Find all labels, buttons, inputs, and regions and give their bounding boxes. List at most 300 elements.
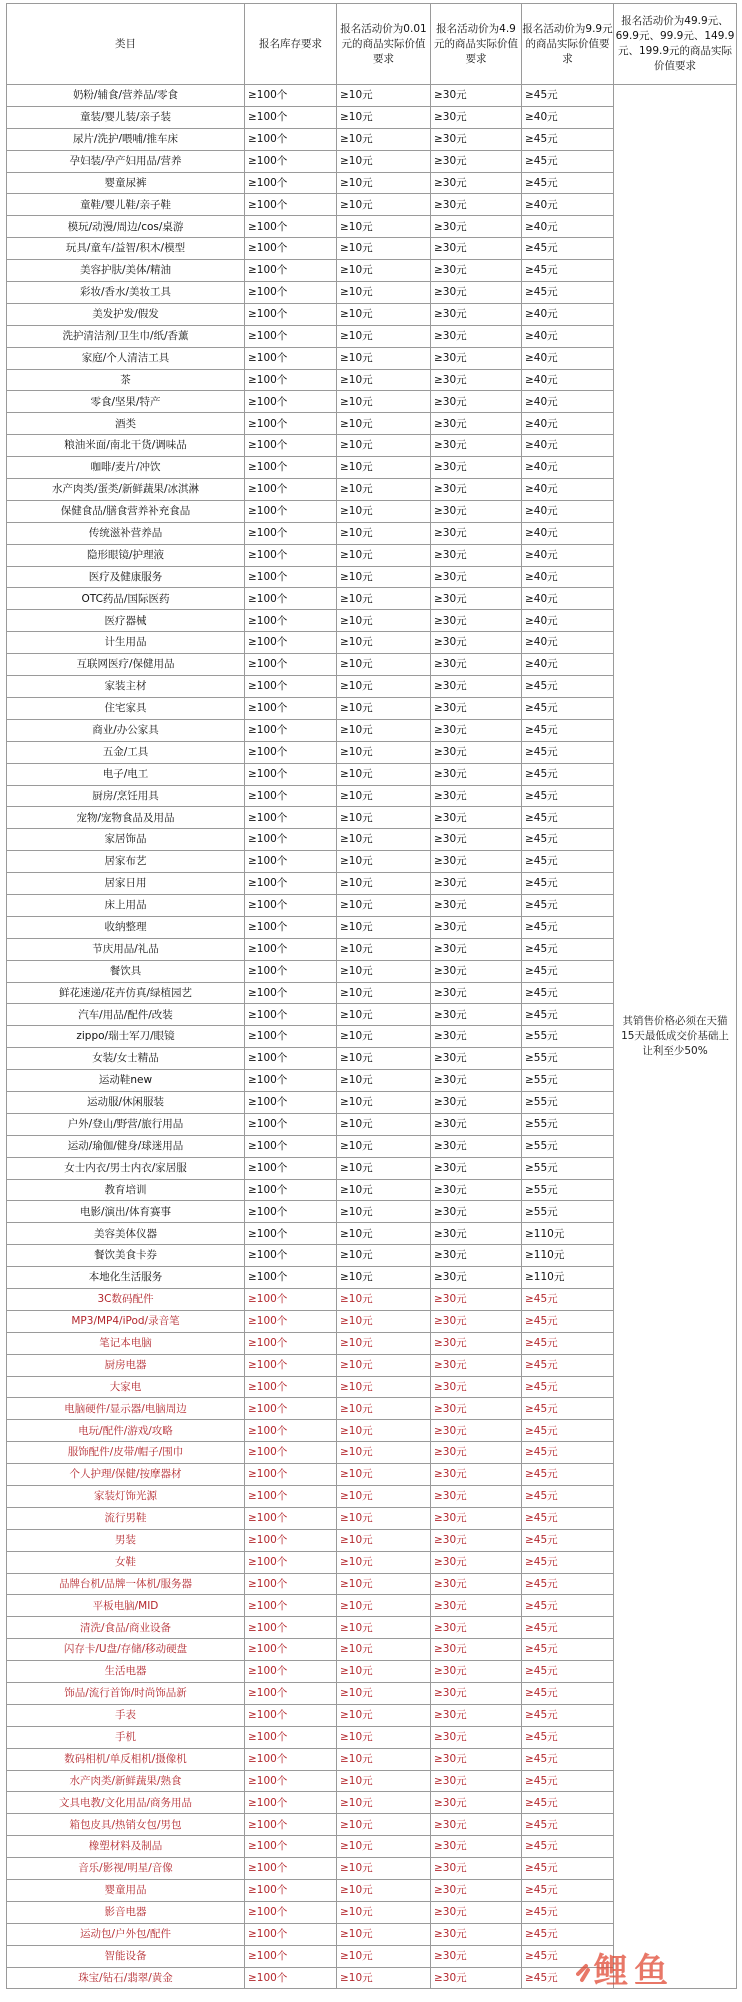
price-001-cell: ≥10元	[337, 391, 431, 413]
price-49-cell: ≥30元	[431, 369, 522, 391]
price-49-cell: ≥30元	[431, 1135, 522, 1157]
price-99-cell: ≥45元	[522, 1595, 614, 1617]
stock-cell: ≥100个	[245, 1748, 337, 1770]
category-cell: 婴童用品	[7, 1880, 245, 1902]
price-001-cell: ≥10元	[337, 303, 431, 325]
price-99-cell: ≥45元	[522, 1332, 614, 1354]
stock-cell: ≥100个	[245, 1354, 337, 1376]
stock-cell: ≥100个	[245, 238, 337, 260]
price-001-cell: ≥10元	[337, 676, 431, 698]
stock-cell: ≥100个	[245, 1091, 337, 1113]
price-001-cell: ≥10元	[337, 1157, 431, 1179]
category-cell: 床上用品	[7, 894, 245, 916]
stock-cell: ≥100个	[245, 1135, 337, 1157]
price-001-cell: ≥10元	[337, 1901, 431, 1923]
price-99-cell: ≥45元	[522, 1836, 614, 1858]
stock-cell: ≥100个	[245, 1310, 337, 1332]
stock-cell: ≥100个	[245, 1245, 337, 1267]
price-49-cell: ≥30元	[431, 894, 522, 916]
stock-cell: ≥100个	[245, 435, 337, 457]
stock-cell: ≥100个	[245, 1551, 337, 1573]
stock-cell: ≥100个	[245, 1967, 337, 1989]
category-cell: 家装灯饰光源	[7, 1486, 245, 1508]
stock-cell: ≥100个	[245, 1004, 337, 1026]
stock-cell: ≥100个	[245, 391, 337, 413]
stock-cell: ≥100个	[245, 1026, 337, 1048]
category-cell: 电脑硬件/显示器/电脑周边	[7, 1398, 245, 1420]
price-49-cell: ≥30元	[431, 391, 522, 413]
price-99-cell: ≥45元	[522, 1923, 614, 1945]
price-49-cell: ≥30元	[431, 588, 522, 610]
category-cell: 孕妇装/孕产妇用品/营养	[7, 150, 245, 172]
price-99-cell: ≥45元	[522, 894, 614, 916]
price-99-cell: ≥40元	[522, 610, 614, 632]
price-49-cell: ≥30元	[431, 1639, 522, 1661]
price-49-cell: ≥30元	[431, 1573, 522, 1595]
price-001-cell: ≥10元	[337, 413, 431, 435]
price-49-cell: ≥30元	[431, 741, 522, 763]
price-001-cell: ≥10元	[337, 369, 431, 391]
category-cell: 电子/电工	[7, 763, 245, 785]
header-price-99: 报名活动价为9.9元的商品实际价值要求	[522, 4, 614, 85]
stock-cell: ≥100个	[245, 1880, 337, 1902]
price-99-cell: ≥40元	[522, 325, 614, 347]
category-cell: 女装/女士精品	[7, 1048, 245, 1070]
category-cell: 大家电	[7, 1376, 245, 1398]
stock-cell: ≥100个	[245, 413, 337, 435]
price-001-cell: ≥10元	[337, 785, 431, 807]
stock-cell: ≥100个	[245, 1836, 337, 1858]
stock-cell: ≥100个	[245, 1507, 337, 1529]
price-99-cell: ≥45元	[522, 1486, 614, 1508]
price-49-cell: ≥30元	[431, 1157, 522, 1179]
price-49-cell: ≥30元	[431, 654, 522, 676]
price-001-cell: ≥10元	[337, 1726, 431, 1748]
price-49-cell: ≥30元	[431, 1223, 522, 1245]
category-cell: OTC药品/国际医药	[7, 588, 245, 610]
price-001-cell: ≥10元	[337, 1814, 431, 1836]
category-cell: 水产肉类/新鲜蔬果/熟食	[7, 1770, 245, 1792]
category-cell: 家居饰品	[7, 829, 245, 851]
stock-cell: ≥100个	[245, 1923, 337, 1945]
price-001-cell: ≥10元	[337, 1967, 431, 1989]
stock-cell: ≥100个	[245, 457, 337, 479]
price-49-cell: ≥30元	[431, 260, 522, 282]
price-49-cell: ≥30元	[431, 1464, 522, 1486]
category-cell: 饰品/流行首饰/时尚饰品新	[7, 1683, 245, 1705]
price-001-cell: ≥10元	[337, 1551, 431, 1573]
category-cell: 婴童尿裤	[7, 172, 245, 194]
stock-cell: ≥100个	[245, 588, 337, 610]
price-49-cell: ≥30元	[431, 1245, 522, 1267]
category-cell: 奶粉/辅食/营养品/零食	[7, 85, 245, 107]
price-99-cell: ≥45元	[522, 1880, 614, 1902]
category-cell: 服饰配件/皮带/帽子/围巾	[7, 1442, 245, 1464]
price-99-cell: ≥110元	[522, 1223, 614, 1245]
stock-cell: ≥100个	[245, 1683, 337, 1705]
price-001-cell: ≥10元	[337, 282, 431, 304]
price-99-cell: ≥55元	[522, 1201, 614, 1223]
price-49-cell: ≥30元	[431, 413, 522, 435]
price-001-cell: ≥10元	[337, 1704, 431, 1726]
price-001-cell: ≥10元	[337, 1004, 431, 1026]
price-001-cell: ≥10元	[337, 1639, 431, 1661]
price-49-cell: ≥30元	[431, 150, 522, 172]
price-001-cell: ≥10元	[337, 1486, 431, 1508]
stock-cell: ≥100个	[245, 1223, 337, 1245]
price-99-cell: ≥45元	[522, 873, 614, 895]
price-001-cell: ≥10元	[337, 960, 431, 982]
category-cell: 节庆用品/礼品	[7, 938, 245, 960]
price-001-cell: ≥10元	[337, 194, 431, 216]
stock-cell: ≥100个	[245, 1617, 337, 1639]
category-cell: 洗护清洁剂/卫生巾/纸/香薰	[7, 325, 245, 347]
category-cell: 文具电教/文化用品/商务用品	[7, 1792, 245, 1814]
stock-cell: ≥100个	[245, 325, 337, 347]
price-99-cell: ≥45元	[522, 1420, 614, 1442]
price-001-cell: ≥10元	[337, 632, 431, 654]
category-cell: 生活电器	[7, 1661, 245, 1683]
price-99-cell: ≥45元	[522, 1442, 614, 1464]
price-49-cell: ≥30元	[431, 1792, 522, 1814]
price-99-cell: ≥45元	[522, 851, 614, 873]
price-99-cell: ≥55元	[522, 1157, 614, 1179]
price-49-cell: ≥30元	[431, 457, 522, 479]
category-cell: 收纳整理	[7, 916, 245, 938]
price-99-cell: ≥45元	[522, 1551, 614, 1573]
price-99-cell: ≥45元	[522, 719, 614, 741]
price-001-cell: ≥10元	[337, 1770, 431, 1792]
price-99-cell: ≥45元	[522, 960, 614, 982]
price-49-cell: ≥30元	[431, 106, 522, 128]
category-cell: 智能设备	[7, 1945, 245, 1967]
price-001-cell: ≥10元	[337, 1529, 431, 1551]
price-001-cell: ≥10元	[337, 1288, 431, 1310]
requirements-table	[6, 3, 737, 1989]
stock-cell: ≥100个	[245, 347, 337, 369]
category-cell: 笔记本电脑	[7, 1332, 245, 1354]
price-99-cell: ≥40元	[522, 303, 614, 325]
price-99-cell: ≥45元	[522, 829, 614, 851]
price-001-cell: ≥10元	[337, 588, 431, 610]
watermark-text: 鲤鱼	[594, 1951, 674, 1991]
price-49-cell: ≥30元	[431, 282, 522, 304]
price-49-cell: ≥30元	[431, 128, 522, 150]
stock-cell: ≥100个	[245, 741, 337, 763]
price-001-cell: ≥10元	[337, 150, 431, 172]
header-row	[7, 4, 737, 85]
price-001-cell: ≥10元	[337, 260, 431, 282]
price-99-cell: ≥45元	[522, 150, 614, 172]
category-cell: 家装主材	[7, 676, 245, 698]
category-cell: 运动服/休闲服装	[7, 1091, 245, 1113]
price-99-cell: ≥40元	[522, 479, 614, 501]
category-cell: 女士内衣/男士内衣/家居服	[7, 1157, 245, 1179]
price-99-cell: ≥40元	[522, 435, 614, 457]
category-cell: 美容护肤/美体/精油	[7, 260, 245, 282]
price-99-cell: ≥55元	[522, 1113, 614, 1135]
price-99-cell: ≥45元	[522, 1464, 614, 1486]
price-49-cell: ≥30元	[431, 1704, 522, 1726]
category-cell: 传统滋补营养品	[7, 522, 245, 544]
price-99-cell: ≥45元	[522, 238, 614, 260]
category-cell: 女鞋	[7, 1551, 245, 1573]
price-99-cell: ≥40元	[522, 588, 614, 610]
price-49-cell: ≥30元	[431, 851, 522, 873]
price-001-cell: ≥10元	[337, 347, 431, 369]
price-001-cell: ≥10元	[337, 610, 431, 632]
price-49-cell: ≥30元	[431, 1529, 522, 1551]
stock-cell: ≥100个	[245, 894, 337, 916]
stock-cell: ≥100个	[245, 1332, 337, 1354]
price-49-cell: ≥30元	[431, 938, 522, 960]
category-cell: 童鞋/婴儿鞋/亲子鞋	[7, 194, 245, 216]
header-price-49: 报名活动价为4.9元的商品实际价值要求	[431, 4, 522, 85]
category-cell: 保健食品/膳食营养补充食品	[7, 500, 245, 522]
stock-cell: ≥100个	[245, 654, 337, 676]
stock-cell: ≥100个	[245, 1814, 337, 1836]
stock-cell: ≥100个	[245, 807, 337, 829]
price-99-cell: ≥45元	[522, 741, 614, 763]
stock-cell: ≥100个	[245, 697, 337, 719]
price-001-cell: ≥10元	[337, 1748, 431, 1770]
price-49-cell: ≥30元	[431, 916, 522, 938]
price-49-cell: ≥30元	[431, 500, 522, 522]
price-99-cell: ≥45元	[522, 1376, 614, 1398]
category-cell: 模玩/动漫/周边/cos/桌游	[7, 216, 245, 238]
price-001-cell: ≥10元	[337, 1880, 431, 1902]
stock-cell: ≥100个	[245, 194, 337, 216]
stock-cell: ≥100个	[245, 938, 337, 960]
price-001-cell: ≥10元	[337, 1617, 431, 1639]
price-001-cell: ≥10元	[337, 894, 431, 916]
stock-cell: ≥100个	[245, 1595, 337, 1617]
price-49-cell: ≥30元	[431, 566, 522, 588]
stock-cell: ≥100个	[245, 1288, 337, 1310]
price-001-cell: ≥10元	[337, 1048, 431, 1070]
price-49-cell: ≥30元	[431, 763, 522, 785]
price-001-cell: ≥10元	[337, 1464, 431, 1486]
stock-cell: ≥100个	[245, 1704, 337, 1726]
price-99-cell: ≥45元	[522, 1661, 614, 1683]
stock-cell: ≥100个	[245, 128, 337, 150]
stock-cell: ≥100个	[245, 829, 337, 851]
category-cell: 教育培训	[7, 1179, 245, 1201]
stock-cell: ≥100个	[245, 763, 337, 785]
price-99-cell: ≥110元	[522, 1245, 614, 1267]
category-cell: 电玩/配件/游戏/攻略	[7, 1420, 245, 1442]
price-001-cell: ≥10元	[337, 1420, 431, 1442]
price-001-cell: ≥10元	[337, 1376, 431, 1398]
price-49-cell: ≥30元	[431, 1551, 522, 1573]
stock-cell: ≥100个	[245, 1464, 337, 1486]
stock-cell: ≥100个	[245, 522, 337, 544]
price-99-cell: ≥40元	[522, 216, 614, 238]
price-001-cell: ≥10元	[337, 1398, 431, 1420]
category-cell: 玩具/童车/益智/积木/模型	[7, 238, 245, 260]
price-49-cell: ≥30元	[431, 719, 522, 741]
price-99-cell: ≥40元	[522, 413, 614, 435]
price-001-cell: ≥10元	[337, 106, 431, 128]
stock-cell: ≥100个	[245, 1486, 337, 1508]
header-category: 类目	[7, 4, 245, 85]
stock-cell: ≥100个	[245, 1157, 337, 1179]
stock-cell: ≥100个	[245, 260, 337, 282]
price-49-cell: ≥30元	[431, 1486, 522, 1508]
price-49-cell: ≥30元	[431, 1091, 522, 1113]
header-price-001: 报名活动价为0.01元的商品实际价值要求	[337, 4, 431, 85]
price-001-cell: ≥10元	[337, 851, 431, 873]
note-cell: 其销售价格必须在天猫15天最低成交价基础上让利至少50%	[614, 85, 737, 1989]
category-cell: 粮油米面/南北干货/调味品	[7, 435, 245, 457]
price-49-cell: ≥30元	[431, 1880, 522, 1902]
price-99-cell: ≥45元	[522, 916, 614, 938]
category-cell: 厨房电器	[7, 1354, 245, 1376]
price-001-cell: ≥10元	[337, 1507, 431, 1529]
price-001-cell: ≥10元	[337, 982, 431, 1004]
stock-cell: ≥100个	[245, 282, 337, 304]
stock-cell: ≥100个	[245, 1376, 337, 1398]
price-001-cell: ≥10元	[337, 1026, 431, 1048]
price-99-cell: ≥45元	[522, 676, 614, 698]
price-49-cell: ≥30元	[431, 960, 522, 982]
category-cell: 平板电脑/MID	[7, 1595, 245, 1617]
header-price-high: 报名活动价为49.9元、69.9元、99.9元、149.9元、199.9元的商品实际价值要求	[614, 4, 737, 85]
stock-cell: ≥100个	[245, 1398, 337, 1420]
price-49-cell: ≥30元	[431, 1376, 522, 1398]
price-49-cell: ≥30元	[431, 544, 522, 566]
category-cell: 水产肉类/蛋类/新鲜蔬果/冰淇淋	[7, 479, 245, 501]
price-99-cell: ≥55元	[522, 1135, 614, 1157]
price-99-cell: ≥55元	[522, 1048, 614, 1070]
price-99-cell: ≥45元	[522, 1398, 614, 1420]
price-001-cell: ≥10元	[337, 172, 431, 194]
price-001-cell: ≥10元	[337, 1310, 431, 1332]
price-99-cell: ≥45元	[522, 1310, 614, 1332]
stock-cell: ≥100个	[245, 1901, 337, 1923]
price-99-cell: ≥40元	[522, 347, 614, 369]
stock-cell: ≥100个	[245, 106, 337, 128]
stock-cell: ≥100个	[245, 303, 337, 325]
price-001-cell: ≥10元	[337, 1354, 431, 1376]
price-99-cell: ≥40元	[522, 369, 614, 391]
price-49-cell: ≥30元	[431, 1048, 522, 1070]
price-49-cell: ≥30元	[431, 632, 522, 654]
price-001-cell: ≥10元	[337, 1923, 431, 1945]
price-49-cell: ≥30元	[431, 1683, 522, 1705]
price-49-cell: ≥30元	[431, 347, 522, 369]
price-99-cell: ≥45元	[522, 1704, 614, 1726]
price-99-cell: ≥45元	[522, 763, 614, 785]
price-49-cell: ≥30元	[431, 1113, 522, 1135]
stock-cell: ≥100个	[245, 1726, 337, 1748]
price-49-cell: ≥30元	[431, 676, 522, 698]
category-cell: 本地化生活服务	[7, 1267, 245, 1289]
price-001-cell: ≥10元	[337, 829, 431, 851]
stock-cell: ≥100个	[245, 873, 337, 895]
price-99-cell: ≥110元	[522, 1267, 614, 1289]
category-cell: 流行男鞋	[7, 1507, 245, 1529]
price-001-cell: ≥10元	[337, 1223, 431, 1245]
stock-cell: ≥100个	[245, 1573, 337, 1595]
stock-cell: ≥100个	[245, 1639, 337, 1661]
category-cell: 咖啡/麦片/冲饮	[7, 457, 245, 479]
price-99-cell: ≥40元	[522, 457, 614, 479]
price-99-cell: ≥40元	[522, 632, 614, 654]
price-001-cell: ≥10元	[337, 873, 431, 895]
price-001-cell: ≥10元	[337, 238, 431, 260]
price-99-cell: ≥40元	[522, 544, 614, 566]
category-cell: 酒类	[7, 413, 245, 435]
category-cell: zippo/瑞士军刀/眼镜	[7, 1026, 245, 1048]
stock-cell: ≥100个	[245, 1420, 337, 1442]
price-99-cell: ≥45元	[522, 1288, 614, 1310]
price-99-cell: ≥45元	[522, 1683, 614, 1705]
price-49-cell: ≥30元	[431, 1814, 522, 1836]
category-cell: 箱包皮具/热销女包/男包	[7, 1814, 245, 1836]
category-cell: 运动/瑜伽/健身/球迷用品	[7, 1135, 245, 1157]
price-49-cell: ≥30元	[431, 1354, 522, 1376]
price-49-cell: ≥30元	[431, 829, 522, 851]
price-001-cell: ≥10元	[337, 938, 431, 960]
price-001-cell: ≥10元	[337, 435, 431, 457]
price-49-cell: ≥30元	[431, 1661, 522, 1683]
price-99-cell: ≥45元	[522, 1639, 614, 1661]
category-cell: 宠物/宠物食品及用品	[7, 807, 245, 829]
table-body	[7, 85, 737, 1989]
price-001-cell: ≥10元	[337, 1858, 431, 1880]
stock-cell: ≥100个	[245, 1267, 337, 1289]
price-49-cell: ≥30元	[431, 303, 522, 325]
price-99-cell: ≥45元	[522, 807, 614, 829]
price-49-cell: ≥30元	[431, 1310, 522, 1332]
price-99-cell: ≥45元	[522, 1354, 614, 1376]
category-cell: 数码相机/单反相机/摄像机	[7, 1748, 245, 1770]
price-001-cell: ≥10元	[337, 1070, 431, 1092]
stock-cell: ≥100个	[245, 610, 337, 632]
price-49-cell: ≥30元	[431, 194, 522, 216]
price-99-cell: ≥45元	[522, 1792, 614, 1814]
price-001-cell: ≥10元	[337, 1792, 431, 1814]
price-49-cell: ≥30元	[431, 1201, 522, 1223]
category-cell: 户外/登山/野营/旅行用品	[7, 1113, 245, 1135]
price-001-cell: ≥10元	[337, 1595, 431, 1617]
stock-cell: ≥100个	[245, 216, 337, 238]
stock-cell: ≥100个	[245, 1770, 337, 1792]
stock-cell: ≥100个	[245, 960, 337, 982]
category-cell: 居家日用	[7, 873, 245, 895]
category-cell: 音乐/影视/明星/音像	[7, 1858, 245, 1880]
stock-cell: ≥100个	[245, 1945, 337, 1967]
category-cell: 美容美体仪器	[7, 1223, 245, 1245]
price-001-cell: ≥10元	[337, 1661, 431, 1683]
price-001-cell: ≥10元	[337, 1683, 431, 1705]
price-49-cell: ≥30元	[431, 522, 522, 544]
price-99-cell: ≥45元	[522, 1507, 614, 1529]
category-cell: 尿片/洗护/喂哺/推车床	[7, 128, 245, 150]
price-49-cell: ≥30元	[431, 435, 522, 457]
price-99-cell: ≥45元	[522, 1573, 614, 1595]
stock-cell: ≥100个	[245, 916, 337, 938]
price-001-cell: ≥10元	[337, 1267, 431, 1289]
stock-cell: ≥100个	[245, 150, 337, 172]
category-cell: 零食/坚果/特产	[7, 391, 245, 413]
category-cell: 医疗及健康服务	[7, 566, 245, 588]
stock-cell: ≥100个	[245, 1113, 337, 1135]
category-cell: 商业/办公家具	[7, 719, 245, 741]
price-99-cell: ≥45元	[522, 785, 614, 807]
price-001-cell: ≥10元	[337, 807, 431, 829]
